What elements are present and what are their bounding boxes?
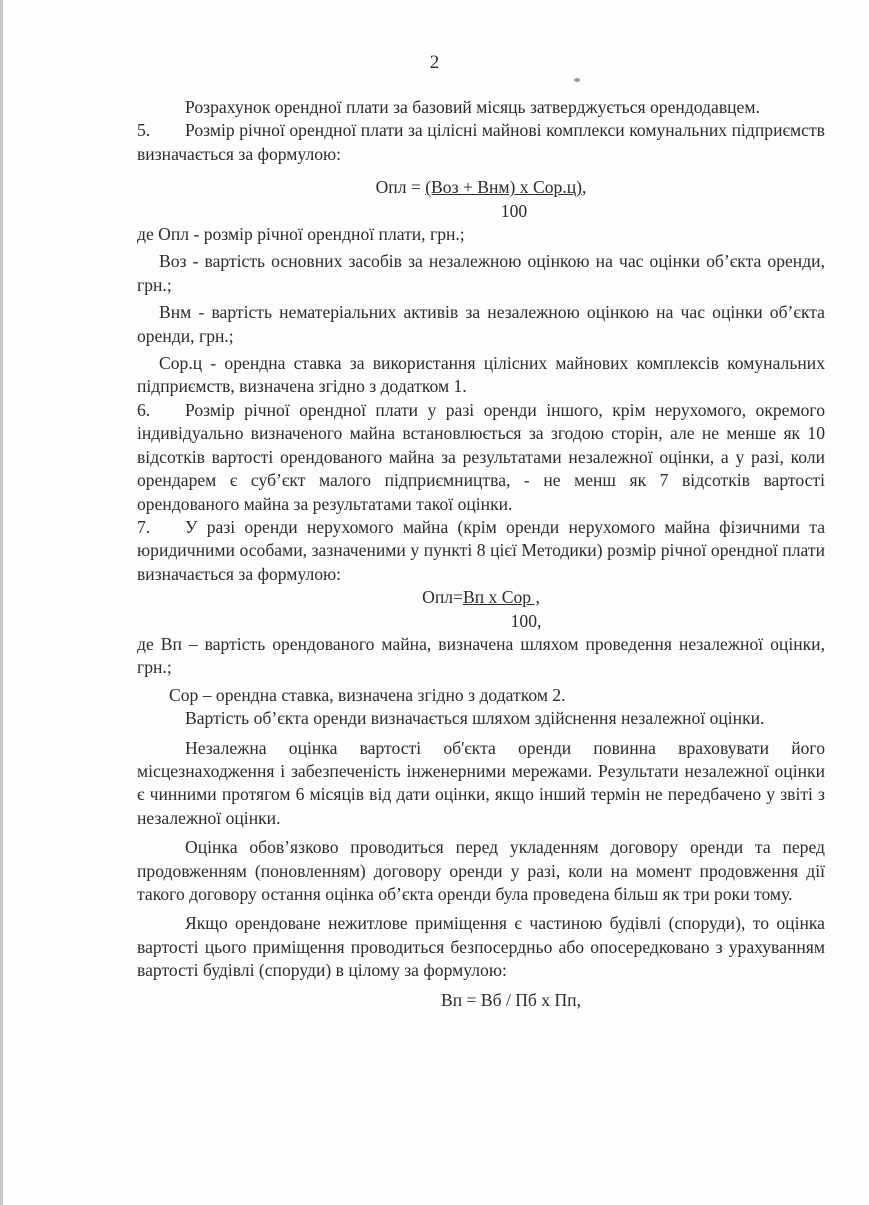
definition-vnm: Внм - вартість нематеріальних активів за незалежною оцінкою на час оцінки об’єкта оренди, грн.; bbox=[137, 302, 825, 346]
item-5-number: 5. bbox=[137, 120, 151, 141]
item-7 bbox=[137, 516, 825, 586]
formula-7-denominator: 100, bbox=[510, 610, 542, 631]
paragraph-intro: Розрахунок орендної плати за базовий місяць затверджується орендодавцем. bbox=[185, 97, 760, 117]
item-5 bbox=[137, 119, 825, 166]
item-6-number: 6. bbox=[137, 399, 151, 420]
item-7-number: 7. bbox=[137, 516, 151, 537]
document-body bbox=[137, 96, 825, 1012]
formula-7-numerator bbox=[137, 586, 825, 609]
paragraph-mandatory: Оцінка обов’язково проводиться перед укладенням договору оренди та перед продовженням (поновленням) договору оренди у разі, коли на момент продовження дії такого договору остання оцінка об’єкта оренди була проведена більш як три роки тому. bbox=[137, 837, 825, 904]
definition-opl: де Опл - розмір річної орендної плати, грн.; bbox=[137, 224, 465, 245]
definition-vp: де Вп – вартість орендованого майна, визначена шляхом проведення незалежної оцінки, грн.; bbox=[137, 633, 825, 678]
formula-5-suffix: , bbox=[582, 177, 587, 198]
scan-edge bbox=[0, 0, 3, 1205]
item-7-text: У разі оренди нерухомого майна (крім оренди нерухомого майна фізичними та юридичними особами, зазначеними у пункті 8 цієї Методики) розмір річної орендної плати визначається за формулою: bbox=[137, 516, 825, 584]
formula-5-denominator: 100 bbox=[500, 200, 528, 221]
paragraph-building: Якщо орендоване нежитлове приміщення є частиною будівлі (споруди), то оцінка вартості цього приміщення проводиться безпосердньо або опосередковано з урахуванням вартості будівлі (споруди) в цілому за формулою: bbox=[137, 913, 825, 981]
formula-7-prefix: Опл= bbox=[422, 587, 463, 608]
page-number: 2 bbox=[429, 52, 440, 73]
paragraph-value: Вартість об’єкта оренди визначається шляхом здійснення незалежної оцінки. bbox=[185, 708, 765, 729]
item-5-text: Розмір річної орендної плати за цілісні майнові комплекси комунальних підприємств визначається за формулою: bbox=[137, 120, 825, 164]
definition-voz: Воз - вартість основних засобів за незалежною оцінкою на час оцінки об’єкта оренди, грн.; bbox=[137, 251, 825, 295]
definition-sorc: Сор.ц - орендна ставка за використання цілісних майнових комплексів комунальних підприємств, визначена згідно з додатком 1. bbox=[137, 353, 825, 397]
item-6 bbox=[137, 399, 825, 516]
definition-sor: Сор – орендна ставка, визначена згідно з додатком 2. bbox=[169, 684, 566, 705]
scan-speck bbox=[574, 78, 580, 82]
formula-5-numerator bbox=[137, 176, 825, 199]
formula-5-numerator-text: (Воз + Внм) х Сор.ц) bbox=[425, 177, 583, 198]
item-6-text: Розмір річної орендної плати у разі оренди іншого, крім нерухомого, окремого індивідуально визначеного майна встановлюється за згодою сторін, але не менше як 10 відсотків вартості орендованого майна за результатами незалежної оцінки, а у разі, коли орендарем є суб’єкт малого підприємництва, - не менш як 7 відсотків вартості орендованого майна за результатами такої оцінки. bbox=[137, 399, 825, 514]
formula-5-prefix: Опл = bbox=[375, 177, 426, 198]
formula-7-numerator-text: Вп х Сор , bbox=[462, 587, 540, 608]
formula-last: Вп = Вб / Пб х Пп, bbox=[440, 989, 581, 1010]
paragraph-assessment: Незалежна оцінка вартості об'єкта оренди повинна враховувати його місцезнаходження і забезпеченість інженерними мережами. Результати незалежної оцінки є чинними протягом 6 місяців від дати оцінки, якщо інший термін не передбачено у звіті з незалежної оцінки. bbox=[137, 737, 825, 828]
